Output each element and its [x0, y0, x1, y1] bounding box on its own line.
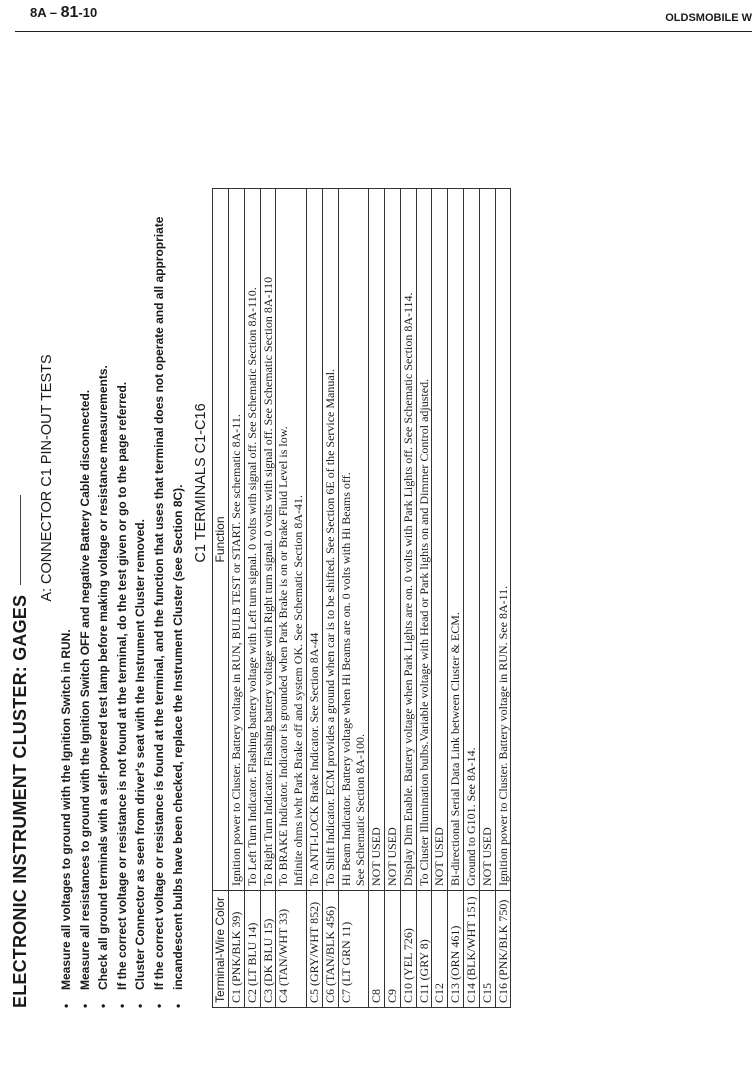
instruction-item: • If the correct voltage or resistance is found at the terminal, and the function that uses that terminal does not operate and all appropriate [150, 18, 169, 1008]
function-line: Infinite ohms iwht Park Brake off and system OK. See Schematic Section 8A-41. [291, 494, 306, 886]
function-line: To Shift Indicator. ECM provides a ground when car is to be shifted. See Section 6E of the Service Manual. [322, 368, 337, 886]
function-line: See Schematic Section 8A-100. [353, 734, 368, 886]
function-line: Hi Beam Indicator. Battery voltage when Hi Beams are on. 0 volts with Hi Beams off. [338, 472, 353, 886]
terminal-cell: C13 (ORN 461) [448, 891, 464, 1008]
table-row [338, 189, 369, 1008]
table-row [276, 189, 307, 1008]
function-cell [479, 189, 495, 891]
terminal-cell: C16 (PNK/BLK 750) [495, 891, 511, 1008]
table-row [432, 189, 448, 1008]
terminal-cell: C1 (PNK/BLK 39) [228, 891, 244, 1008]
table-row [495, 189, 511, 1008]
function-cell [276, 189, 307, 891]
terminal-cell: C15 [479, 891, 495, 1008]
table-row [228, 189, 244, 1008]
table-row [260, 189, 276, 1008]
table-row [448, 189, 464, 1008]
function-line: To ANTI-LOCK Brake Indicator. See Section 8A-44 [306, 632, 321, 886]
function-line: To BRAKE Indicator. Indicator is grounded when Park Brake is on or Brake Fluid Level is low. [276, 426, 291, 886]
terminal-cell: C5 (GRY/WHT 852) [306, 891, 322, 1008]
instruction-continuation: • incandescent bulbs have been checked, replace the Instrument Cluster (see Section 8C). [169, 18, 188, 1008]
function-cell [322, 189, 338, 891]
table-title: C1 TERMINALS C1-C16 [193, 403, 210, 563]
terminal-cell: C3 (DK BLU 15) [260, 891, 276, 1008]
table-row [306, 189, 322, 1008]
function-cell [400, 189, 416, 891]
instruction-item: • Check all ground terminals with a self-powered test lamp before making voltage or resistance measurements. [94, 18, 113, 1008]
function-line: To Right Turn Indicator. Flashing battery voltage with Right turn signal. 0 volts with signal off. See Schematic Section 8A-110 [260, 276, 275, 886]
function-line: NOT USED [384, 827, 399, 886]
terminal-cell: C8 [369, 891, 385, 1008]
terminal-cell: C4 (TAN/WHT 33) [276, 891, 307, 1008]
section-title: A: CONNECTOR C1 PIN-OUT TESTS [39, 354, 55, 602]
brand-label: OLDSMOBILE W [665, 12, 752, 24]
terminal-cell: C11 (GRY 8) [416, 891, 432, 1008]
table-row [416, 189, 432, 1008]
instruction-list [57, 18, 187, 1008]
table-row [463, 189, 479, 1008]
instruction-item: • Measure all voltages to ground with the Ignition Switch in RUN. [57, 18, 76, 1008]
page-number: 8A – 81-10 [30, 4, 98, 21]
document-title: ELECTRONIC INSTRUMENT CLUSTER: GAGES [10, 18, 31, 1008]
function-cell [384, 189, 400, 891]
function-cell [369, 189, 385, 891]
terminal-cell: C14 (BLK/WHT 151) [463, 891, 479, 1008]
table-header-row [213, 189, 229, 1008]
function-line: To Left Turn Indicator. Flashing battery voltage with Left turn signal. 0 volts with signal off. See Schematic Section 8A-110. [244, 287, 259, 886]
function-cell [306, 189, 322, 891]
table-body [228, 189, 510, 1008]
terminal-cell: C2 (LT BLU 14) [244, 891, 260, 1008]
terminal-cell: C12 [432, 891, 448, 1008]
function-line: To Cluster Illumination bulbs.Variable voltage with Head or Park lights on and Dimmer Control adjusted. [416, 378, 431, 886]
table-row [369, 189, 385, 1008]
function-cell [260, 189, 276, 891]
table-row [479, 189, 495, 1008]
terminal-cell: C10 (YEL 726) [400, 891, 416, 1008]
terminal-cell: C9 [384, 891, 400, 1008]
instruction-item: • If the correct voltage or resistance is not found at the terminal, do the test given or go to the page referred. [113, 18, 132, 1008]
function-line: Display Dim Enable. Battery voltage when Park Lights are on. 0 volts with Park Lights off. See Schematic Section 8A-114. [400, 292, 415, 886]
function-cell [432, 189, 448, 891]
function-cell [416, 189, 432, 891]
instruction-item: • Measure all resistances to ground with the Ignition Switch OFF and negative Battery Cable disconnected. [76, 18, 95, 1008]
terminal-header: Terminal-Wire Color [213, 891, 229, 1008]
function-header: Function [213, 189, 229, 891]
instruction-item: • Cluster Connector as seen from driver's seat with the Instrument Cluster removed. [131, 18, 150, 1008]
function-cell [228, 189, 244, 891]
table-row [322, 189, 338, 1008]
terminal-cell: C6 (TAN/BLK 456) [322, 891, 338, 1008]
table-row [244, 189, 260, 1008]
terminal-table [212, 188, 511, 1008]
function-cell [448, 189, 464, 891]
function-cell [463, 189, 479, 891]
title-rule [20, 495, 21, 585]
function-line: NOT USED [369, 827, 384, 886]
terminal-cell: C7 (LT GRN 11) [338, 891, 369, 1008]
table-row [400, 189, 416, 1008]
function-line: NOT USED [479, 827, 494, 886]
function-cell [495, 189, 511, 891]
function-line: Bi-directional Serial Data Link between Cluster & ECM. [448, 612, 463, 886]
function-line: Ground to G101. See 8A-14. [463, 747, 478, 886]
function-cell [244, 189, 260, 891]
function-line: Ignition power to Cluster. Battery voltage in RUN. See 8A-11. [495, 585, 510, 886]
page-content [10, 18, 720, 1008]
function-line: NOT USED [432, 827, 447, 886]
function-cell [338, 189, 369, 891]
function-line: Ignition power to Cluster. Battery voltage in RUN, BULB TEST or START. See schematic 8A-11. [228, 414, 243, 886]
table-row [384, 189, 400, 1008]
